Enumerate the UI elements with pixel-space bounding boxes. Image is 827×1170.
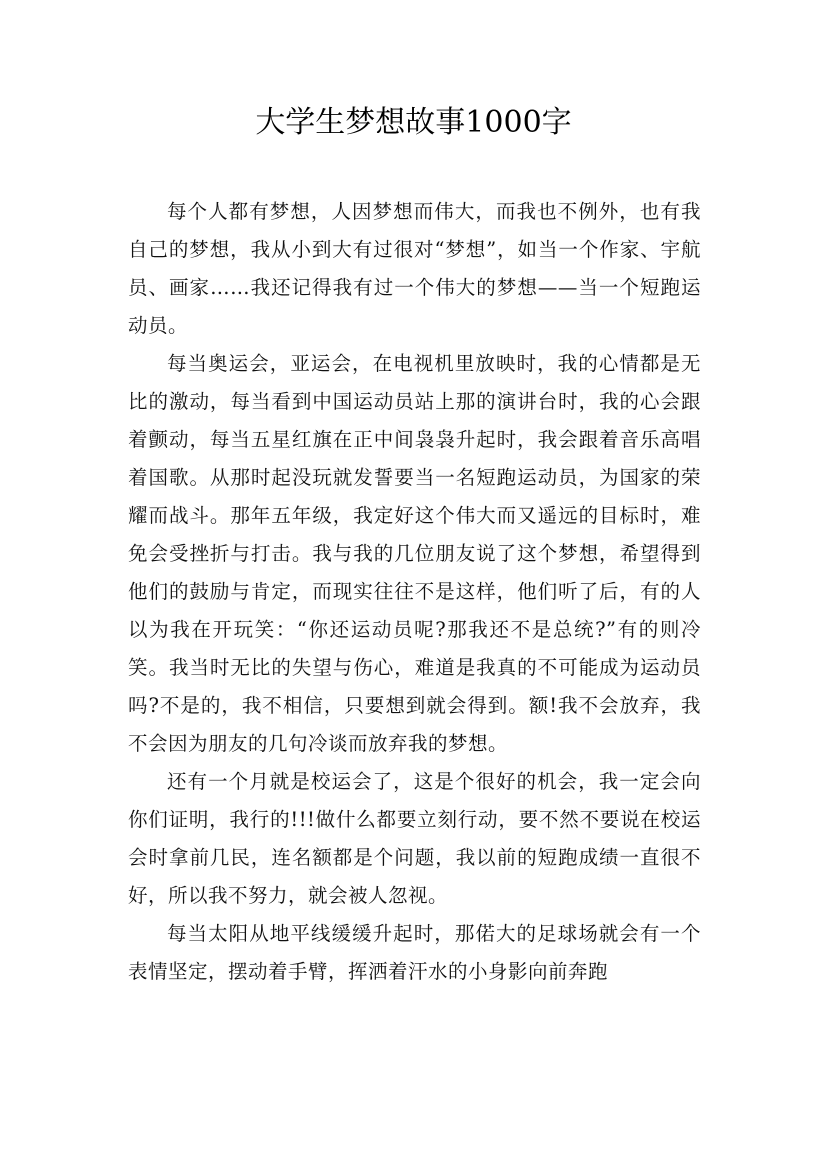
paragraph-3: 还有一个月就是校运会了，这是个很好的机会，我一定会向你们证明，我行的!!!做什么都要立刻行动，要不然不要说在校运会时拿前几民，连名额都是个问题，我以前的短跑成绩一直很不好，所以我不努力，就会被人忽视。 [128,770,701,907]
paragraph-1: 每个人都有梦想，人因梦想而伟大，而我也不例外，也有我自己的梦想，我从小到大有过很对“梦想”，如当一个作家、宇航员、画家……我还记得我有过一个伟大的梦想——当一个短跑运动员。 [128,200,701,337]
paragraph-2: 每当奥运会，亚运会，在电视机里放映时，我的心情都是无比的激动，每当看到中国运动员站上那的演讲台时，我的心会跟着颤动，每当五星红旗在正中间袅袅升起时，我会跟着音乐高唱着国歌。从那时起没玩就发誓要当一名短跑运动员，为国家的荣耀而战斗。那年五年级，我定好这个伟大而又遥远的目标时，难免会受挫折与打击。我与我的几位朋友说了这个梦想，希望得到他们的鼓励与肯定，而现实往往不是这样，他们听了后，有的人以为我在开玩笑：“你还运动员呢?那我还不是总统?”有的则冷笑。我当时无比的失望与伤心，难道是我真的不可能成为运动员吗?不是的，我不相信，只要想到就会得到。额!我不会放弃，我不会因为朋友的几句冷谈而放弃我的梦想。 [128,352,701,755]
document-body [128,193,701,991]
document-title: 大学生梦想故事1000字 [255,105,572,140]
paragraph-4: 每当太阳从地平线缓缓升起时，那偌大的足球场就会有一个表情坚定，摆动着手臂，挥洒着汗水的小身影向前奔跑 [128,922,701,983]
